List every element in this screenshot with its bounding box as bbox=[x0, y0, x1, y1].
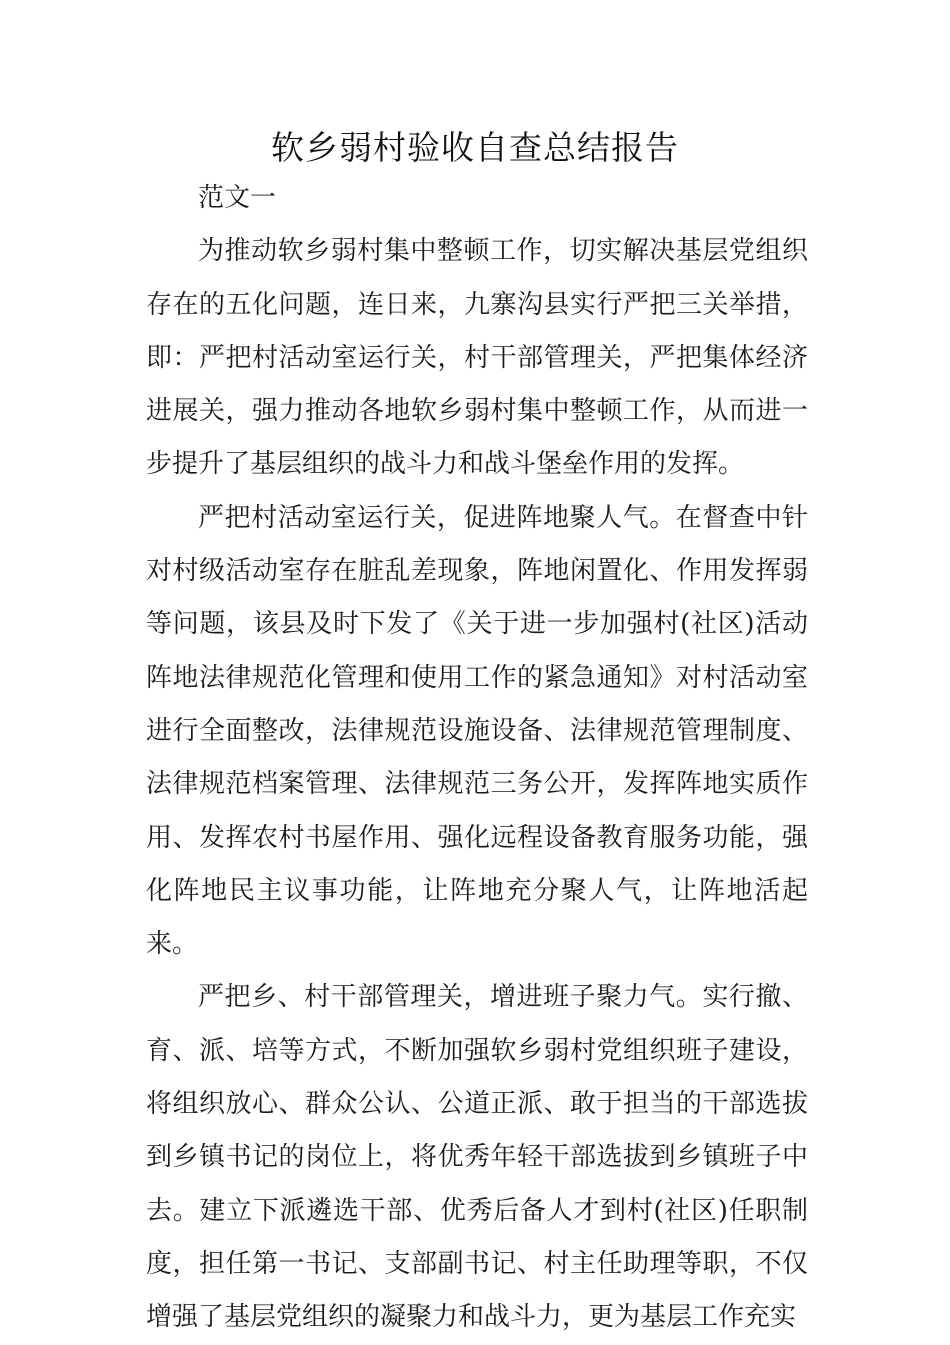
paragraph-sample-label: 范文一 bbox=[198, 183, 277, 213]
document-title: 软乡弱村验收自查总结报告 bbox=[271, 128, 679, 167]
paragraph-cadre-management: 严把乡、村干部管理关，增进班子聚力气。实行撤、育、派、培等方式，不断加强软乡弱村党组织班子建设，将组织放心、群众公认、公道正派、敢于担当的干部选拔到乡镇书记的岗位上，将优秀年轻干部选拔到乡镇班子中去。建立下派遴选干部、优秀后备人才到村(社区)任职制度，担任第一书记、支部副书记、村主任助理等职，不仅增强了基层党组织的凝聚力和战斗力，更为基层工作充实 bbox=[146, 982, 808, 1333]
paragraph-activity-room: 严把村活动室运行关，促进阵地聚人气。在督查中针对村级活动室存在脏乱差现象，阵地闲置化、作用发挥弱等问题，该县及时下发了《关于进一步加强村(社区)活动阵地法律规范化管理和使用工作的紧急通知》对村活动室进行全面整改，法律规范设施设备、法律规范管理制度、法律规范档案管理、法律规范三务公开，发挥阵地实质作用、发挥农村书屋作用、强化远程设备教育服务功能，强化阵地民主议事功能，让阵地充分聚人气，让阵地活起来。 bbox=[146, 502, 808, 960]
paragraph-intro: 为推动软乡弱村集中整顿工作，切实解决基层党组织存在的五化问题，连日来，九寨沟县实行严把三关举措，即：严把村活动室运行关，村干部管理关，严把集体经济进展关，强力推动各地软乡弱村集中整顿工作，从而进一步提升了基层组织的战斗力和战斗堡垒作用的发挥。 bbox=[146, 236, 808, 480]
document-body bbox=[146, 172, 808, 1345]
